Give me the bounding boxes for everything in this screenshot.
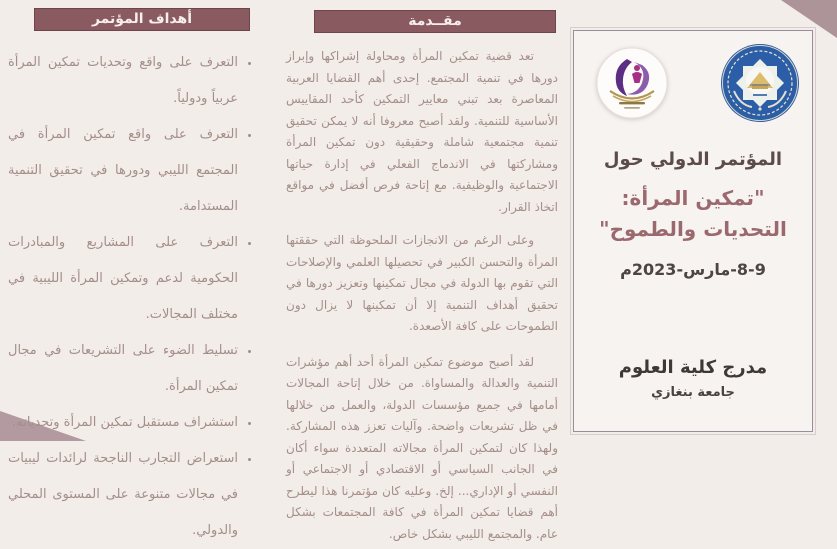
- university-name: جامعة بنغازي: [651, 385, 735, 400]
- logos-row: [574, 31, 812, 123]
- objectives-section: [8, 8, 252, 549]
- conference-title-line: التحديات والطموح": [599, 217, 787, 241]
- women-empowerment-emblem-icon: [596, 47, 668, 119]
- objective-item: • استشراف مستقبل تمكين المرأة وتحدياته.: [8, 405, 238, 441]
- conference-venue: مدرج كلية العلوم: [618, 357, 768, 378]
- objectives-header: أهداف المؤتمر: [34, 8, 250, 31]
- conference-info-card: [573, 30, 813, 432]
- objective-item: • التعرف على المشاريع والمبادرات الحكومية لدعم وتمكين المرأة الليبية في مختلف المجالات.: [8, 225, 238, 333]
- objective-item: • التعرف على واقع وتحديات تمكين المرأة عربياً ودولياً.: [8, 45, 238, 117]
- introduction-section: [286, 10, 558, 545]
- objective-item: • استعراض التجارب الناجحة لرائدات ليبيات في مجالات متنوعة على المستوى المحلي والدولي.: [8, 441, 238, 549]
- objectives-list: [8, 45, 252, 549]
- conference-title-line: "تمكين المرأة:: [621, 186, 765, 210]
- conference-pre-title: المؤتمر الدولي حول: [603, 149, 783, 170]
- benghazi-university-seal-icon: [720, 43, 800, 123]
- introduction-paragraph: لقد أصبح موضوع تمكين المرأة أحد أهم مؤشرات التنمية والعدالة والمساواة. من خلال إتاحة المجالات أمامها في جميع مؤسسات الدولة، والعمل من خلالها في ظل تشريعات واضحة. وآليات تعزز هذه المشاركة. ولهذا كان لتمكين المرأة مجالاته المتعددة سواء أكان في الجانب السياسي أو الاقتصادي أو الاجتماعي أو النفسي أو الإداري... إلخ. وعليه كان مؤتمرنا هذا ليطرح أهم قضايا تمكين المرأة في كافة المجتمعات بشكل عام. والمجتمع الليبي بشكل خاص.: [286, 354, 558, 541]
- conference-date: 8-9-مارس-2023م: [620, 260, 766, 279]
- objective-item: • التعرف على واقع تمكين المرأة في المجتمع الليبي ودورها في تحقيق التنمية المستدامة.: [8, 117, 238, 225]
- introduction-paragraph: تعد قضية تمكين المرأة ومحاولة إشراكها وإبراز دورها في تنمية المجتمع. إحدى أهم القضايا العربية المعاصرة بعد تبني معايير التمكين كأحد المقاييس الأساسية للتنمية. ولقد أصبح معروفا أنه لا يمكن تحقيق تنمية مجتمعية شاملة وحقيقية دون تمكين المرأة ومشاركتها في الاندماج الفعلي في إدارة حياتها الاجتماعية والوظيفية. مع إتاحة فرص أفضل في مواقع اتخاذ القرار.: [286, 49, 558, 214]
- objective-item: • تسليط الضوء على التشريعات في مجال تمكين المرأة.: [8, 333, 238, 405]
- introduction-header: مقــدمة: [314, 10, 556, 33]
- conference-title: [574, 183, 812, 245]
- introduction-paragraph: وعلى الرغم من الانجازات الملحوظة التي حققتها المرأة والتحسن الكبير في تحصيلها العلمي والإصلاحات التي تقوم بها الدولة في مجال تمكينها وتعزيز دورها في تحقيق أهداف التنمية إلا أن تمكينها لا يزال دون الطموحات على كافة الأصعدة.: [286, 233, 558, 333]
